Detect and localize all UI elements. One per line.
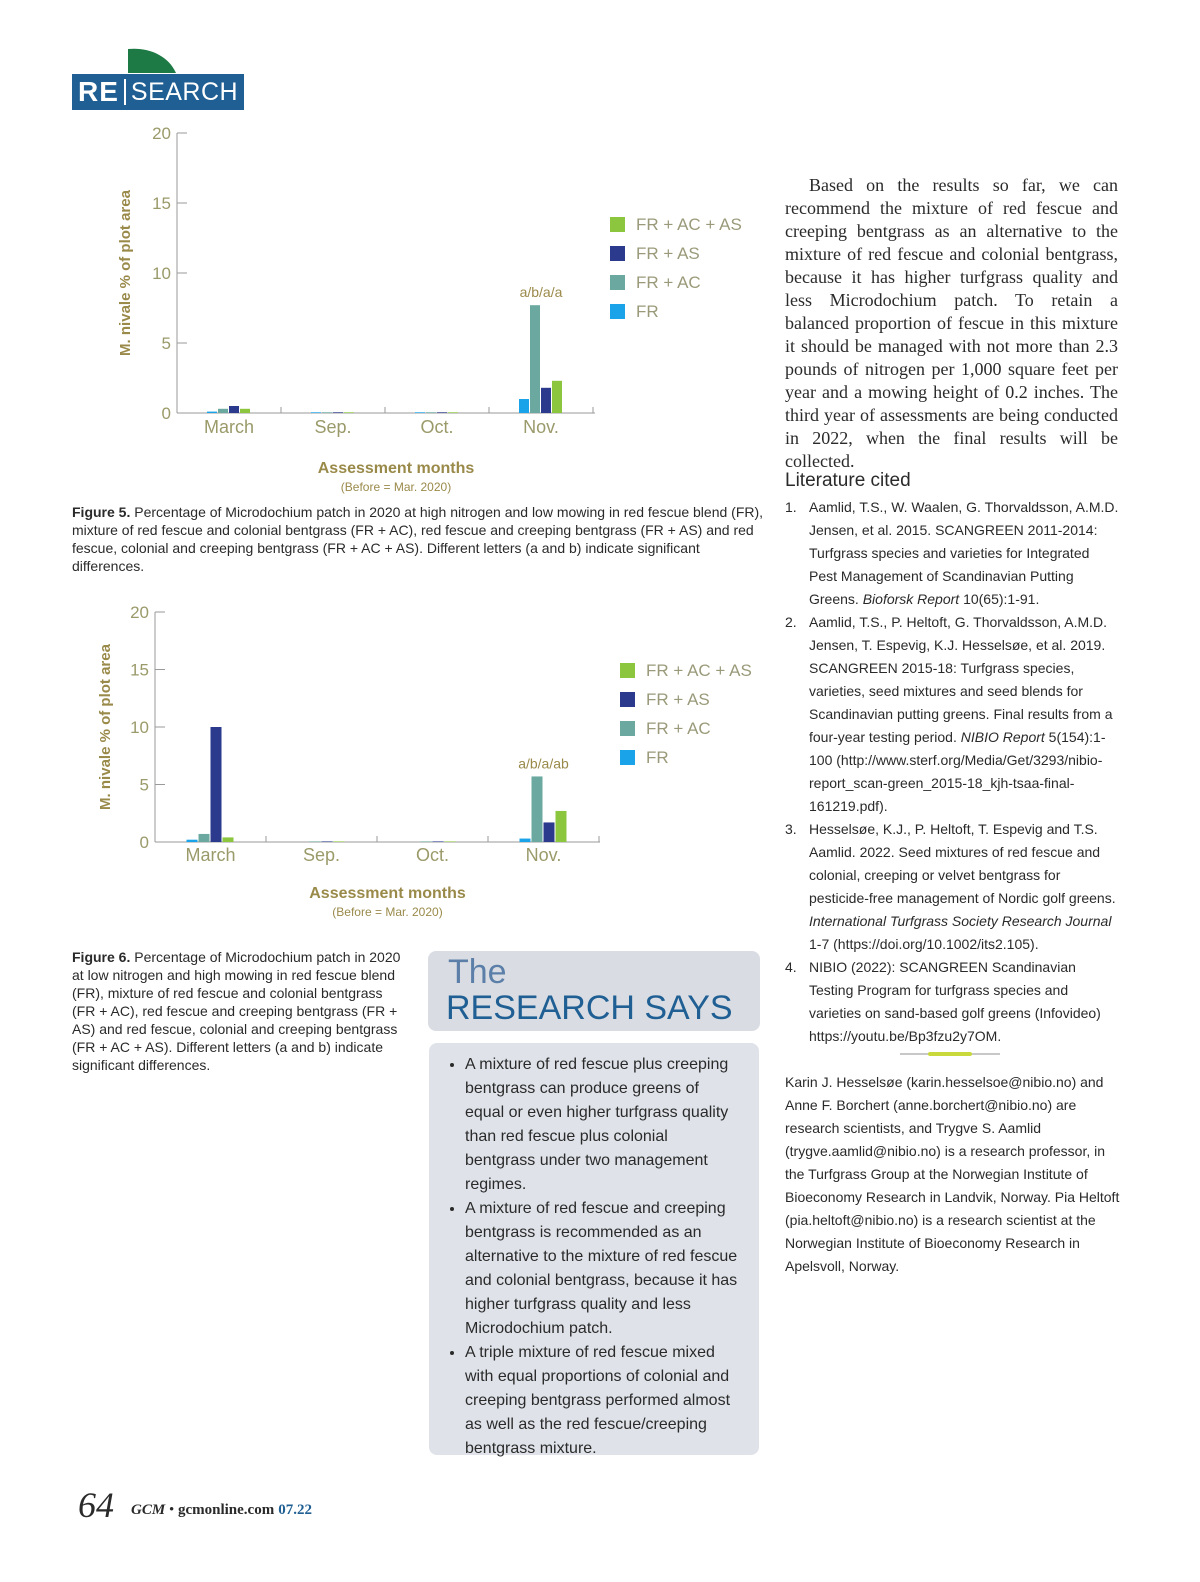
legend-swatch [610,217,625,232]
x-tick-label: Sep. [302,845,341,865]
bar-fr-as-nov [541,388,551,413]
y-tick-label: 0 [161,404,171,423]
bar-fr-nov [519,399,529,413]
reference-text-end: 5(154):1-100 (http://www.sterf.org/Media/Get/3293/nibio-report_scan-green_2015-18_kjh-tsaa-final-161219.pdf). [809,729,1106,814]
legend-label: FR + AS [646,690,710,709]
y-tick-label: 15 [130,660,149,680]
literature-cited-heading: Literature cited [785,470,911,491]
bar-fr-as-march [229,406,239,413]
bar-fr-as-sep [322,841,333,842]
reference-journal: International Turfgrass Society Research Journal [809,913,1112,929]
legend-swatch [620,663,635,678]
research-says-bullet: • A triple mixture of red fescue mixed with equal proportions of colonial and creeping bentgrass performed almost as well as the red fescue/creeping bentgrass mixture. [465,1341,741,1461]
bar-fr-ac-as-oct [448,412,458,413]
reference-item [785,818,1120,956]
bar-fr-march [207,412,217,413]
research-says-bullet: • A mixture of red fescue plus creeping bentgrass can produce greens of equal or even higher turfgrass quality than red fescue plus colonial bentgrass under two management regimes. [465,1053,741,1197]
x-tick-label: Nov. [525,845,562,865]
legend-swatch [610,275,625,290]
reference-text [809,611,1120,818]
x-tick-label: Oct. [420,417,454,437]
bar-fr-ac-as-march [240,409,250,413]
figure-5-label: Figure 5. [72,504,131,520]
x-tick-label: Nov. [523,417,559,437]
research-says-bullet: • A mixture of red fescue and creeping bentgrass is recommended as an alternative to the mixture of red fescue and colonial bentgrass, because it has higher turfgrass quality and less Microdochium patch. [465,1197,741,1341]
reference-list [785,496,1120,1048]
figure-6-svg [90,598,760,923]
brand-light: SEARCH [130,77,239,106]
bar-fr-as-nov [544,822,555,842]
x-tick-label: Sep. [314,417,352,437]
reference-text [809,818,1120,956]
reference-number: 3. [785,821,797,837]
reference-text-main: Aamlid, T.S., W. Waalen, G. Thorvaldsson, A.M.D. Jensen, et al. 2015. SCANGREEN 2011-2014: Turfgrass species and varieties for Integrated Pest Management of Scandinavian Putting Greens. [809,499,1119,607]
bar-fr-nov [520,839,531,842]
legend-label: FR [636,302,659,321]
research-section-logo [72,47,244,111]
research-says-header [428,951,760,1031]
bar-fr-as-sep [333,412,343,413]
bar-fr-ac-sep [310,841,321,842]
section-banner [72,74,244,110]
x-tick-label: March [185,845,236,865]
brand-bold: RE [78,76,119,107]
divider-accent [928,1052,972,1056]
bar-fr-ac-sep [322,412,332,413]
publication-name: GCM [131,1502,166,1518]
legend-swatch [610,304,625,319]
x-tick-label: March [203,417,255,437]
research-says-box [429,1043,759,1455]
y-tick-label: 20 [152,124,171,143]
x-tick-label: Oct. [415,845,450,865]
reference-journal: NIBIO Report [960,729,1045,745]
bar-fr-ac-as-sep [344,412,354,413]
issue-date: 07.22 [278,1502,312,1518]
bar-fr-ac-march [199,834,210,842]
y-axis-label: M. nivale % of plot area [97,644,114,810]
reference-text-end: 1-7 (https://doi.org/10.1002/its2.105). [809,936,1039,952]
y-tick-label: 0 [139,833,149,852]
x-axis-label: Assessment months [309,885,466,902]
bar-fr-as-oct [437,412,447,413]
bar-fr-sep [311,412,321,413]
body-paragraph: Based on the results so far, we can recommend the mixture of red fescue and creeping bentgrass as an alternative to the mixture of red fescue and colonial bentgrass, because it has higher turfgrass quality and less Microdochium patch. To retain a balanced proportion of fescue in this mixture it should be managed with not more than 2.3 pounds of nitrogen per 1,000 square feet per year and a mowing height of 0.2 inches. The third year of assessments are being conducted in 2022, when the final results will be collected. [785,175,1118,471]
bar-fr-ac-oct [421,841,432,842]
figure-6-chart [90,598,760,923]
bar-fr-ac-as-nov [556,811,567,842]
significance-annotation: a/b/a/a [519,284,563,301]
figure-6-label: Figure 6. [72,949,131,965]
reference-journal: Bioforsk Report [862,591,960,607]
bar-fr-ac-nov [530,305,540,413]
legend-label: FR + AC + AS [636,215,742,234]
x-axis-sublabel: (Before = Mar. 2020) [340,480,452,494]
bar-fr-ac-as-oct [445,841,456,842]
figure-5-text: Percentage of Microdochium patch in 2020 at high nitrogen and low mowing in red fescue blend (FR), mixture of red fescue and colonial bentgrass (FR + AC), red fescue and creeping bentgrass (FR + AS) and red fescue, colonial and creeping bentgrass (FR + AC + AS). Different letters (a and b) indicate significant differences. [72,504,764,574]
legend-label: FR + AC [646,719,711,738]
research-says-title-line1: The [448,953,507,991]
y-axis-label: M. nivale % of plot area [117,190,134,356]
reference-number: 4. [785,959,797,975]
bar-fr-ac-nov [532,776,543,842]
figure-6-text: Percentage of Microdochium patch in 2020 at low nitrogen and high mowing in red fescue blend (FR), mixture of red fescue and colonial bentgrass (FR + AC), red fescue and creeping bentgrass (FR + AS) and red fescue, colonial and creeping bentgrass (FR + AC + AS). Different letters (a and b) indicate significant differences. [72,949,401,1073]
reference-item [785,956,1120,1048]
x-axis-label: Assessment months [317,460,475,477]
figure-5-chart [100,118,750,498]
legend-label: FR + AS [636,244,700,263]
reference-item [785,611,1120,818]
bar-fr-ac-as-nov [552,381,562,413]
legend-label: FR + AC [636,273,701,292]
reference-text-main: Aamlid, T.S., P. Heltoft, G. Thorvaldsson, A.M.D. Jensen, T. Espevig, K.J. Hesselsøe, et al. 2019. SCANGREEN 2015-18: Turfgrass species, varieties, seed mixtures and seed blends for Scandinavian putting greens. Final results from a four-year testing period. [809,614,1113,745]
bar-fr-ac-march [218,409,228,413]
y-tick-label: 5 [139,775,149,795]
bar-fr-as-march [211,727,222,842]
reference-text [809,956,1120,1048]
author-bio: Karin J. Hesselsøe (karin.hesselsoe@nibio.no) and Anne F. Borchert (anne.borchert@nibio.no) are research scientists, and Trygve S. Aamlid (trygve.aamlid@nibio.no) is a research professor, in the Turfgrass Group at the Norwegian Institute of Bioeconomy Research in Landvik, Norway. Pia Heltoft (pia.heltoft@nibio.no) is a research scientist at the Norwegian Institute of Bioeconomy Research in Apelsvoll, Norway. [785,1074,1120,1274]
brand-divider [124,79,126,105]
bar-fr-ac-as-sep [334,841,345,842]
legend-label: FR [646,748,669,767]
bar-fr-oct [415,412,425,413]
footer-bullet: • [165,1502,178,1518]
y-tick-label: 15 [152,194,171,213]
reference-text [809,496,1120,611]
reference-number: 1. [785,499,797,515]
legend-label: FR + AC + AS [646,661,752,680]
bar-fr-march [187,840,198,842]
leaf-icon [128,47,176,73]
legend-swatch [620,692,635,707]
reference-text-end: 10(65):1-91. [959,591,1040,607]
page-number: 64 [78,1485,114,1525]
publication-website: gcmonline.com [177,1502,275,1518]
y-tick-label: 5 [161,334,171,353]
bar-fr-ac-oct [426,412,436,413]
x-axis-sublabel: (Before = Mar. 2020) [332,905,443,919]
reference-item [785,496,1120,611]
research-says-title-line2: RESEARCH SAYS [446,989,733,1027]
figure-6-caption [72,948,402,1074]
reference-text-main: Hesselsøe, K.J., P. Heltoft, T. Espevig and T.S. Aamlid. 2022. Seed mixtures of red fescue and colonial, creeping or velvet bentgrass for pesticide-free management of Nordic golf greens. [809,821,1116,906]
publication-footer [131,1502,312,1519]
reference-number: 2. [785,614,797,630]
research-says-list [429,1043,759,1461]
legend-swatch [610,246,625,261]
y-tick-label: 10 [152,264,171,283]
y-tick-label: 10 [130,718,149,737]
bar-fr-ac-as-march [223,837,234,842]
legend-swatch [620,721,635,736]
section-divider [900,1052,1000,1056]
significance-annotation: a/b/a/ab [518,755,569,772]
bar-fr-as-oct [433,841,444,842]
y-tick-label: 20 [130,603,149,622]
legend-swatch [620,750,635,765]
figure-5-caption [72,503,772,575]
reference-text-main: NIBIO (2022): SCANGREEN Scandinavian Testing Program for turfgrass species and varieties on sand-based golf greens (Infovideo) https://youtu.be/Bp3fzu2y7OM. [809,959,1101,1044]
figure-5-svg [100,118,750,498]
